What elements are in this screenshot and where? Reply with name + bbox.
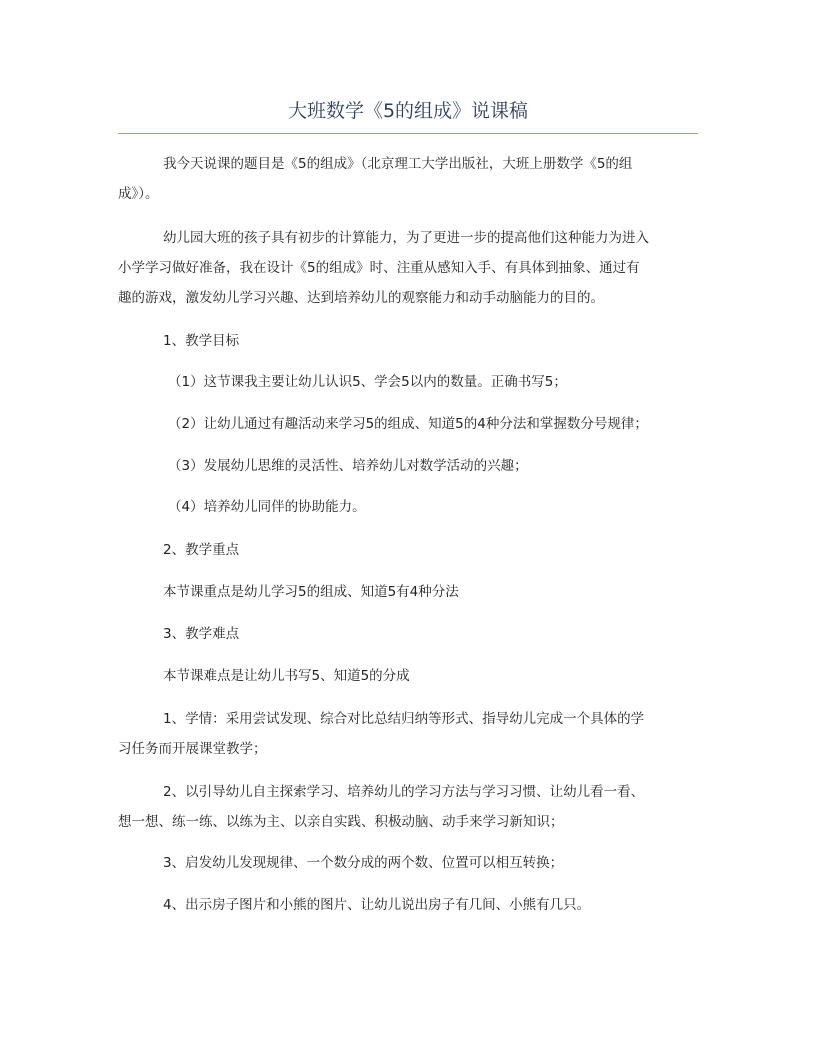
paragraph-line: 2、以引导幼儿自主探索学习、培养幼儿的学习方法与学习习惯、让幼儿看一看、 bbox=[163, 784, 645, 800]
list-item: （2）让幼儿通过有趣活动来学习5的组成、知道5的4种分法和掌握数分号规律； bbox=[168, 416, 648, 432]
paragraph-line: 幼儿园大班的孩子具有初步的计算能力，为了更进一步的提高他们这种能力为进入 bbox=[163, 230, 649, 246]
paragraph-line: 我今天说课的题目是《5的组成》（北京理工大学出版社，大班上册数学《5的组 bbox=[163, 156, 633, 172]
section-heading: 3、教学难点 bbox=[163, 626, 240, 642]
section-heading: 1、教学目标 bbox=[163, 333, 240, 349]
document-title: 大班数学《5的组成》说课稿 bbox=[287, 100, 529, 122]
paragraph-line: 小学学习做好准备，我在设计《5的组成》时、注重从感知入手、有具体到抽象、通过有 bbox=[118, 260, 640, 276]
paragraph-line: 3、启发幼儿发现规律、一个数分成的两个数、位置可以相互转换； bbox=[163, 855, 564, 871]
list-item: （1）这节课我主要让幼儿认识5、学会5以内的数量。正确书写5； bbox=[168, 374, 567, 390]
paragraph-line: 想一想、练一练、以练为主、以亲自实践、积极动脑、动手来学习新知识； bbox=[118, 814, 564, 830]
paragraph-line: 1、学情：采用尝试发现、综合对比总结归纳等形式、指导幼儿完成一个具体的学 bbox=[163, 711, 645, 727]
paragraph-line: 趣的游戏，激发幼儿学习兴趣、达到培养幼儿的观察能力和动手动脑能力的目的。 bbox=[118, 290, 604, 306]
section-heading: 2、教学重点 bbox=[163, 542, 240, 558]
list-item: （4）培养幼儿同伴的协助能力。 bbox=[168, 499, 366, 515]
title-divider bbox=[118, 133, 698, 134]
list-item: （3）发展幼儿思维的灵活性、培养幼儿对数学活动的兴趣； bbox=[168, 458, 528, 474]
paragraph-line: 本节课难点是让幼儿书写5、知道5的分成 bbox=[163, 668, 410, 684]
paragraph-line: 习任务而开展课堂教学； bbox=[118, 741, 267, 757]
paragraph-line: 成》）。 bbox=[118, 186, 159, 202]
paragraph-line: 4、出示房子图片和小熊的图片、让幼儿说出房子有几间、小熊有几只。 bbox=[163, 897, 591, 913]
paragraph-line: 本节课重点是幼儿学习5的组成、知道5有4种分法 bbox=[163, 584, 459, 600]
